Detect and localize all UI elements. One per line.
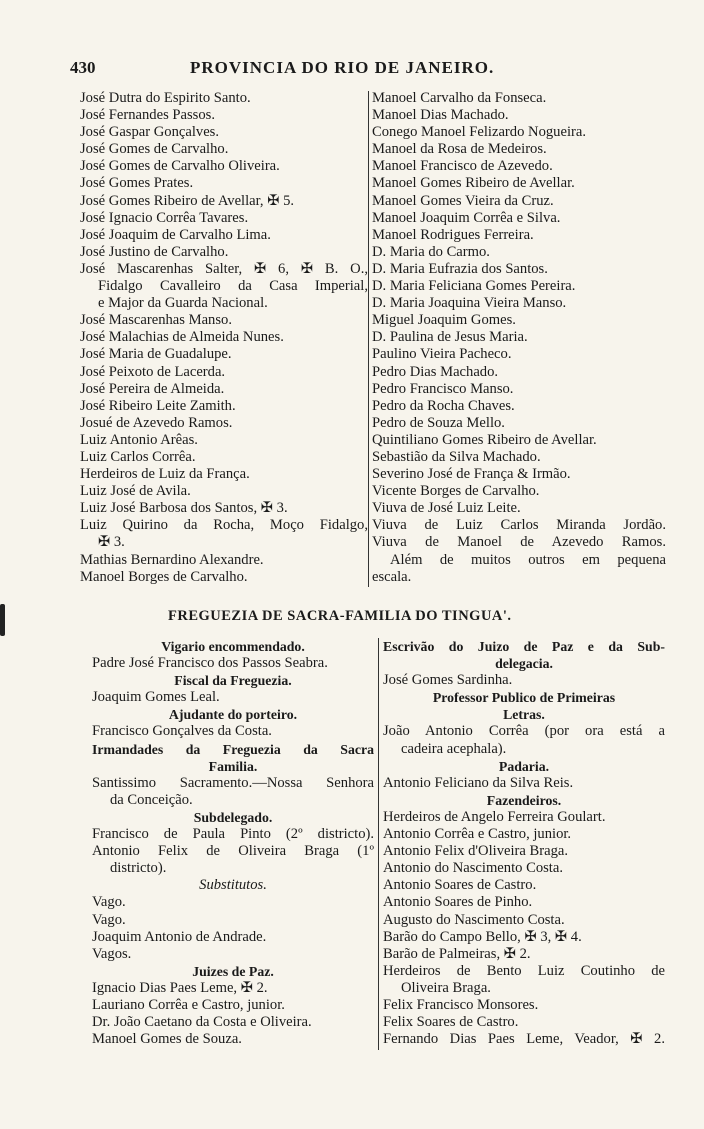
heading-fazendeiros: Fazendeiros. [486, 792, 562, 808]
heading-ajudante: Ajudante do porteiro. [168, 707, 298, 723]
list-item: Joaquim Antonio de Andrade. [92, 928, 267, 945]
bottom-right-column [383, 638, 665, 1048]
list-item: ✠ 3. [98, 534, 125, 551]
list-item: Padre José Francisco dos Passos Seabra. [92, 655, 328, 672]
list-item: Luiz Antonio Arêas. [80, 431, 198, 448]
bottom-left-column [92, 638, 374, 1048]
running-title: PROVINCIA DO RIO DE JANEIRO. [190, 58, 495, 77]
list-item: José Gomes de Carvalho. [80, 141, 229, 158]
list-item: cadeira acephala). [401, 740, 507, 757]
heading-professor-cont: Letras. [503, 707, 545, 723]
top-right-column [372, 90, 666, 586]
page-header [70, 58, 670, 80]
list-item: Pedro Dias Machado. [372, 363, 499, 380]
list-item: Viuva de Manoel de Azevedo Ramos. [372, 534, 666, 551]
list-item: Herdeiros de Bento Luiz Coutinho de [383, 962, 665, 979]
list-item: Herdeiros de Angelo Ferreira Goulart. [383, 808, 606, 825]
list-item: José Mascarenhas Salter, ✠ 6, ✠ B. O., [80, 260, 368, 277]
list-item: José Joaquim de Carvalho Lima. [80, 226, 271, 243]
heading-fiscal: Fiscal da Freguezia. [174, 673, 292, 689]
list-item: Manoel Joaquim Corrêa e Silva. [372, 209, 561, 226]
list-item: Severino José de França & Irmão. [372, 466, 571, 483]
list-item: José Pereira de Almeida. [80, 380, 225, 397]
list-item: José Justino de Carvalho. [80, 243, 229, 260]
heading-subdelegado: Subdelegado. [193, 809, 273, 825]
list-item: D. Paulina de Jesus Maria. [372, 329, 528, 346]
list-item: Vago. [92, 911, 126, 928]
list-item: José Malachias de Almeida Nunes. [80, 329, 284, 346]
list-item: José Ribeiro Leite Zamith. [80, 397, 236, 414]
heading-irmandades-cont: Familia. [208, 758, 258, 774]
list-item: Pedro Francisco Manso. [372, 380, 514, 397]
list-item: Manoel Gomes Vieira da Cruz. [372, 192, 554, 209]
list-item: Mathias Bernardino Alexandre. [80, 551, 264, 568]
list-item: Luiz Carlos Corrêa. [80, 448, 196, 465]
list-item: Pedro de Souza Mello. [372, 414, 505, 431]
list-item: José Peixoto de Lacerda. [80, 363, 226, 380]
list-item: José Mascarenhas Manso. [80, 312, 232, 329]
list-item: Manoel da Rosa de Medeiros. [372, 141, 547, 158]
heading-padaria: Padaria. [498, 758, 550, 774]
list-item: José Fernandes Passos. [80, 107, 215, 124]
column-divider-bottom [378, 638, 379, 1050]
heading-irmandades: Irmandades da Freguezia da Sacra [92, 741, 374, 757]
list-item: Pedro da Rocha Chaves. [372, 397, 515, 414]
list-item: Felix Francisco Monsores. [383, 996, 539, 1013]
list-item: Antonio Felix d'Oliveira Braga. [383, 843, 569, 860]
list-item: Joaquim Gomes Leal. [92, 689, 220, 706]
list-item: districto). [110, 860, 167, 877]
list-item: Além de muitos outros em pequena [390, 551, 666, 568]
list-item: Manoel Gomes de Souza. [92, 1031, 242, 1048]
list-item: Viuva de Luiz Carlos Miranda Jordão. [372, 517, 666, 534]
list-item: Antonio Soares de Pinho. [383, 894, 533, 911]
list-item: Miguel Joaquim Gomes. [372, 312, 516, 329]
list-item: D. Maria do Carmo. [372, 243, 490, 260]
list-item: Lauriano Corrêa e Castro, junior. [92, 996, 285, 1013]
list-item: Antonio Soares de Castro. [383, 877, 537, 894]
list-item: Paulino Vieira Pacheco. [372, 346, 512, 363]
list-item: José Maria de Guadalupe. [80, 346, 232, 363]
list-item: José Gomes Ribeiro de Avellar, ✠ 5. [80, 192, 295, 209]
list-item: Quintiliano Gomes Ribeiro de Avellar. [372, 431, 597, 448]
list-item: Vicente Borges de Carvalho. [372, 483, 540, 500]
list-item: José Ignacio Corrêa Tavares. [80, 209, 249, 226]
list-item: Luiz Quirino da Rocha, Moço Fidalgo, [80, 517, 368, 534]
list-item: Manoel Carvalho da Fonseca. [372, 90, 547, 106]
top-left-column [80, 90, 368, 586]
list-item: da Conceição. [110, 791, 193, 808]
list-item: Oliveira Braga. [401, 979, 491, 996]
list-item: Sebastião da Silva Machado. [372, 448, 541, 465]
list-item: Josué de Azevedo Ramos. [80, 414, 233, 431]
heading-juizes: Juizes de Paz. [192, 963, 274, 979]
list-item: Manoel Gomes Ribeiro de Avellar. [372, 175, 575, 192]
heading-vigario: Vigario encommendado. [161, 639, 305, 654]
list-item: Manoel Francisco de Azevedo. [372, 158, 553, 175]
heading-escrivao: Escrivão do Juizo de Paz e da Sub- [383, 639, 665, 654]
list-item: José Gomes de Carvalho Oliveira. [80, 158, 280, 175]
section-title: FREGUEZIA DE SACRA-FAMILIA DO TINGUA'. [168, 608, 512, 624]
heading-substitutos: Substitutos. [199, 877, 267, 894]
list-item: Francisco de Paula Pinto (2º districto). [92, 826, 374, 843]
list-item: Dr. João Caetano da Costa e Oliveira. [92, 1014, 312, 1031]
list-item: Luiz José de Avila. [80, 483, 191, 500]
list-item: José Dutra do Espirito Santo. [80, 90, 251, 106]
list-item: José Gomes Sardinha. [383, 672, 513, 689]
list-item: Fidalgo Cavalleiro da Casa Imperial, [98, 278, 368, 295]
list-item: Felix Soares de Castro. [383, 1014, 519, 1031]
list-item: Antonio Felix de Oliveira Braga (1º [92, 843, 374, 860]
list-item: Antonio Corrêa e Castro, junior. [383, 826, 572, 843]
list-item: D. Maria Feliciana Gomes Pereira. [372, 278, 576, 295]
margin-blot [0, 604, 5, 636]
list-item: escala. [372, 568, 412, 585]
list-item: D. Maria Joaquina Vieira Manso. [372, 295, 567, 312]
column-divider-top [368, 91, 369, 587]
list-item: Francisco Gonçalves da Costa. [92, 723, 272, 740]
heading-professor: Professor Publico de Primeiras [432, 690, 616, 706]
page-number: 430 [70, 58, 96, 77]
list-item: Vagos. [92, 945, 132, 962]
list-item: Barão de Palmeiras, ✠ 2. [383, 945, 531, 962]
list-item: Ignacio Dias Paes Leme, ✠ 2. [92, 979, 268, 996]
list-item: Barão do Campo Bello, ✠ 3, ✠ 4. [383, 928, 582, 945]
list-item: Viuva de José Luiz Leite. [372, 500, 521, 517]
list-item: Conego Manoel Felizardo Nogueira. [372, 124, 586, 141]
list-item: Manoel Dias Machado. [372, 107, 509, 124]
list-item: José Gaspar Gonçalves. [80, 124, 220, 141]
list-item: Manoel Rodrigues Ferreira. [372, 226, 534, 243]
list-item: Luiz José Barbosa dos Santos, ✠ 3. [80, 500, 288, 517]
list-item: João Antonio Corrêa (por ora está a [383, 723, 665, 740]
list-item: Santissimo Sacramento.—Nossa Senhora [92, 774, 374, 791]
list-item: Augusto do Nascimento Costa. [383, 911, 565, 928]
list-item: Antonio do Nascimento Costa. [383, 860, 563, 877]
list-item: e Major da Guarda Nacional. [98, 295, 268, 312]
heading-escrivao-cont: delegacia. [495, 656, 553, 672]
list-item: Vago. [92, 894, 126, 911]
list-item: Herdeiros de Luiz da França. [80, 466, 250, 483]
list-item: Manoel Borges de Carvalho. [80, 568, 248, 585]
list-item: Fernando Dias Paes Leme, Veador, ✠ 2. [383, 1031, 665, 1048]
list-item: Antonio Feliciano da Silva Reis. [383, 774, 574, 791]
list-item: José Gomes Prates. [80, 175, 194, 192]
list-item: D. Maria Eufrazia dos Santos. [372, 260, 548, 277]
